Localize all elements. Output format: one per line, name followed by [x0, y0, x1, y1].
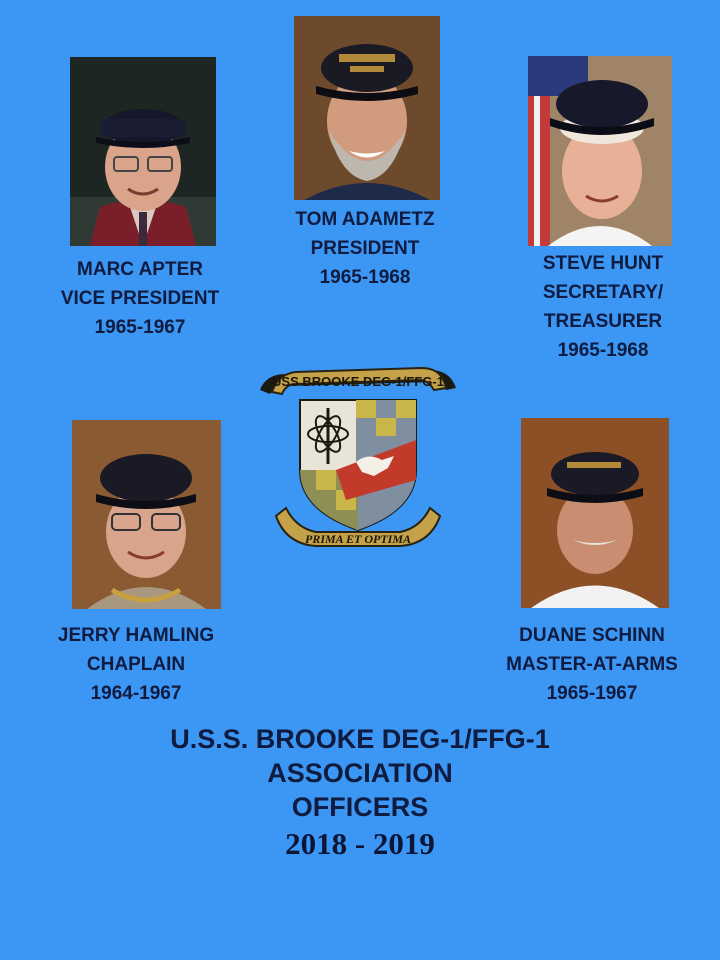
officer-title: VICE PRESIDENT	[60, 288, 220, 309]
officer-years: 1965-1967	[94, 317, 186, 338]
officer-name: DUANE SCHINN	[519, 625, 665, 646]
officer-name: MARC APTER	[77, 259, 203, 280]
caption-tom-adametz	[245, 205, 485, 292]
caption-jerry-hamling	[16, 621, 256, 708]
officer-years: 1965-1968	[557, 340, 649, 361]
officer-title: SECRETARY/	[542, 282, 664, 303]
photo-marc-apter	[70, 57, 216, 246]
officer-name: STEVE HUNT	[542, 253, 664, 274]
caption-duane-schinn	[472, 621, 712, 708]
officer-title-2: TREASURER	[543, 311, 663, 332]
officer-name: TOM ADAMETZ	[295, 209, 435, 230]
crest-banner-bottom: PRIMA ET OPTIMA	[304, 532, 412, 546]
officer-years: 1964-1967	[90, 683, 182, 704]
footer-years: 2018 - 2019	[285, 826, 435, 861]
officer-title: MASTER-AT-ARMS	[506, 654, 678, 675]
crest-banner-top: USS BROOKE DEG-1/FFG-1	[272, 374, 444, 389]
association-footer	[0, 722, 720, 864]
footer-association: ASSOCIATION	[267, 758, 453, 788]
photo-tom-adametz	[294, 16, 440, 200]
photo-steve-hunt	[528, 56, 672, 246]
officer-title: CHAPLAIN	[86, 654, 186, 675]
caption-steve-hunt	[483, 249, 720, 365]
officer-years: 1965-1967	[546, 683, 638, 704]
caption-marc-apter	[20, 255, 260, 342]
photo-jerry-hamling	[72, 420, 221, 609]
footer-officers: OFFICERS	[291, 792, 429, 822]
footer-ship-name: U.S.S. BROOKE DEG-1/FFG-1	[170, 724, 550, 754]
ship-crest-emblem	[256, 360, 460, 550]
officer-years: 1965-1968	[319, 267, 411, 288]
officer-title: PRESIDENT	[310, 238, 420, 259]
officer-name: JERRY HAMLING	[57, 625, 215, 646]
photo-duane-schinn	[521, 418, 669, 608]
